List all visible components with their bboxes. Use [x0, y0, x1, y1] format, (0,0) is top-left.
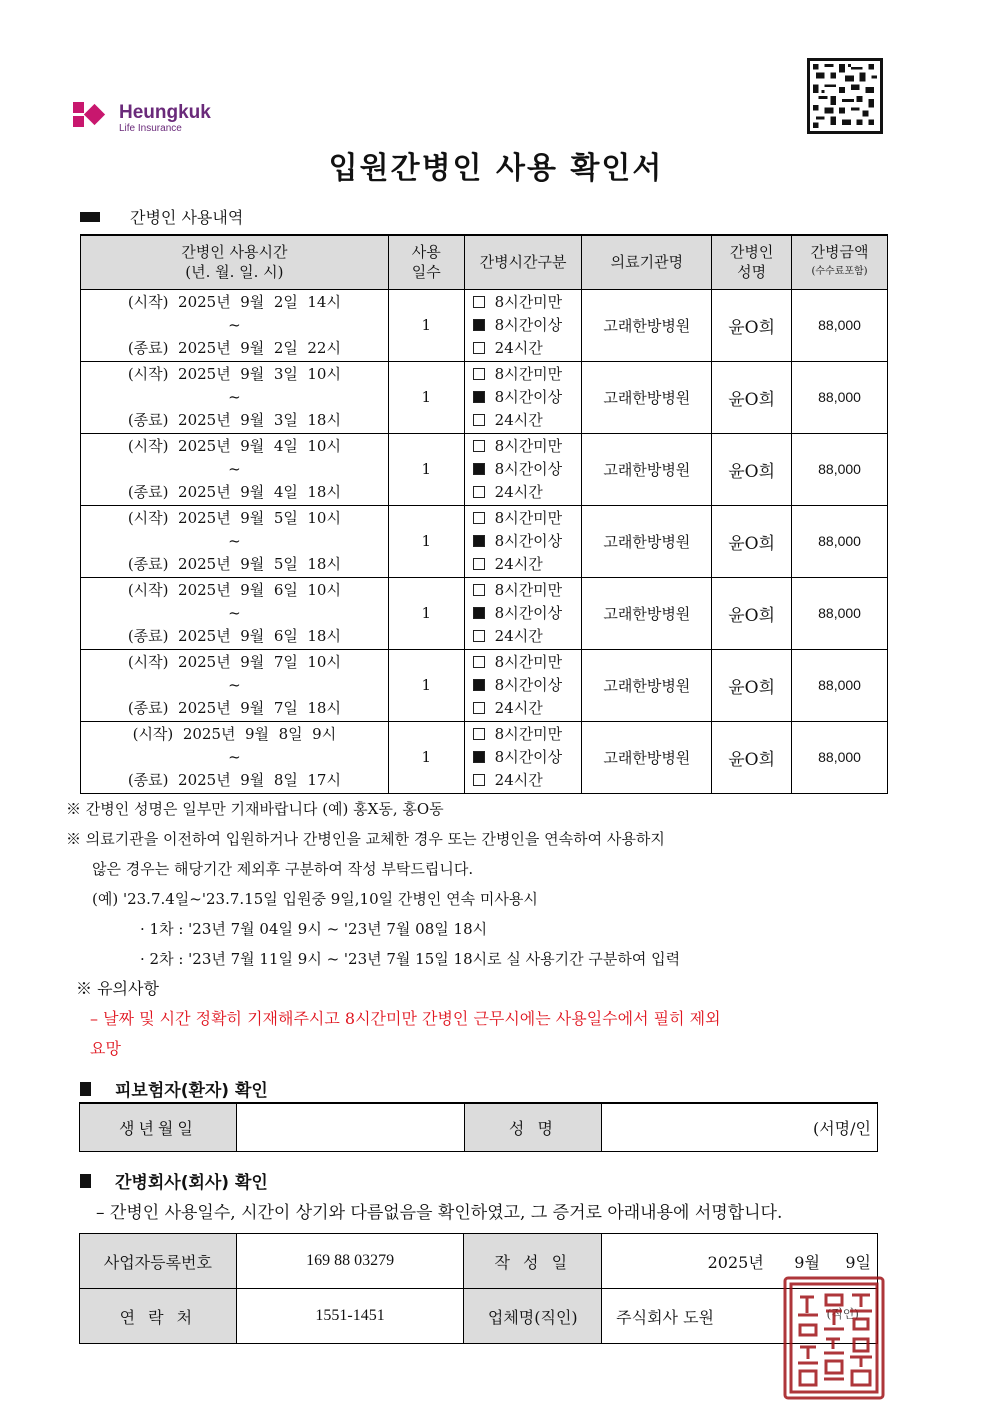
usage-time-cell[interactable]	[81, 577, 389, 649]
hospital-name[interactable]: 고래한방병원	[582, 361, 712, 433]
table-row	[81, 505, 888, 577]
time-type-option[interactable]	[473, 625, 582, 648]
caregiver-name[interactable]: 윤O희	[712, 289, 792, 361]
header-time	[81, 235, 389, 289]
caregiver-name[interactable]: 윤O희	[712, 721, 792, 793]
time-type-label: 8시간이상	[494, 603, 563, 622]
usage-days[interactable]: 1	[388, 361, 464, 433]
patient-table	[79, 1102, 878, 1152]
header-time-line1: 간병인 사용시간	[181, 243, 288, 262]
time-type-option[interactable]	[473, 435, 582, 458]
company-section-title: 간병회사(회사) 확인	[115, 1173, 268, 1193]
usage-days[interactable]: 1	[388, 721, 464, 793]
section-bullet-icon	[80, 212, 100, 222]
checked-box-icon[interactable]	[473, 463, 485, 475]
time-type-label: 8시간미만	[494, 580, 563, 599]
registration-value[interactable]: 169 88 03279	[236, 1234, 464, 1289]
checkbox-icon[interactable]	[473, 728, 485, 740]
header-hospital: 의료기관명	[582, 235, 712, 289]
company-seal-stamp	[782, 1275, 886, 1401]
patient-name-label: 성 명	[464, 1103, 602, 1151]
usage-time-cell[interactable]	[81, 361, 389, 433]
time-type-cell	[464, 649, 582, 721]
time-type-option[interactable]	[473, 458, 582, 481]
time-type-option[interactable]	[473, 746, 582, 769]
start-time: (시작) 2025년 9월 8일 9시	[132, 724, 337, 743]
time-type-label: 24시간	[494, 554, 543, 573]
registration-label: 사업자등록번호	[80, 1234, 237, 1289]
usage-table	[80, 234, 888, 794]
header-amount-note: (수수료포함)	[811, 266, 868, 278]
table-row	[81, 289, 888, 361]
time-type-label: 8시간이상	[494, 459, 563, 478]
table-row	[81, 433, 888, 505]
checked-box-icon[interactable]	[473, 535, 485, 547]
time-type-label: 24시간	[494, 698, 543, 717]
checked-box-icon[interactable]	[473, 391, 485, 403]
care-amount[interactable]: 88,000	[792, 505, 888, 577]
checkbox-icon[interactable]	[473, 512, 485, 524]
time-type-label: 24시간	[494, 482, 543, 501]
header-name-line2: 성명	[737, 263, 767, 282]
logo-subtitle: Life Insurance	[119, 122, 182, 134]
checkbox-icon[interactable]	[473, 630, 485, 642]
start-time: (시작) 2025년 9월 7일 10시	[127, 652, 341, 671]
time-type-option[interactable]	[473, 314, 582, 337]
note-name-format: ※ 간병인 성명은 일부만 기재바랍니다 (예) 홍X동, 홍O동	[66, 800, 444, 818]
usage-days[interactable]: 1	[388, 289, 464, 361]
time-type-cell	[464, 433, 582, 505]
header-amount-line1: 간병금액	[810, 243, 869, 262]
usage-time-cell[interactable]	[81, 289, 389, 361]
company-declaration: – 간병인 사용일수, 시간이 상기와 다름없음을 확인하였고, 그 증거로 아래내용에 서명합니다.	[96, 1203, 783, 1223]
time-type-option[interactable]	[473, 363, 582, 386]
header-time-line2: (년. 월. 일. 시)	[185, 263, 284, 282]
header-type: 간병시간구분	[464, 235, 582, 289]
warning-line-2: 요망	[90, 1039, 121, 1058]
end-time: (종료) 2025년 9월 7일 18시	[127, 698, 341, 717]
table-row	[81, 577, 888, 649]
time-type-label: 8시간이상	[494, 387, 563, 406]
hospital-name[interactable]: 고래한방병원	[582, 505, 712, 577]
end-time: (종료) 2025년 9월 6일 18시	[127, 626, 341, 645]
signature-hint: (서명/인	[812, 1118, 871, 1138]
hospital-name[interactable]: 고래한방병원	[582, 433, 712, 505]
birth-label: 생년월일	[80, 1103, 237, 1151]
caregiver-name[interactable]: 윤O희	[712, 361, 792, 433]
caregiver-name[interactable]: 윤O희	[712, 577, 792, 649]
logo-name: Heungkuk	[119, 101, 211, 123]
time-type-option[interactable]	[473, 697, 582, 720]
header-days-line2: 일수	[411, 263, 441, 282]
caregiver-name[interactable]: 윤O희	[712, 649, 792, 721]
table-row	[81, 361, 888, 433]
table-row	[81, 721, 888, 793]
caregiver-name[interactable]: 윤O희	[712, 433, 792, 505]
hospital-name[interactable]: 고래한방병원	[582, 289, 712, 361]
time-type-label: 24시간	[494, 770, 543, 789]
checkbox-icon[interactable]	[473, 584, 485, 596]
company-section-heading	[80, 1168, 268, 1193]
care-amount[interactable]: 88,000	[792, 433, 888, 505]
time-type-cell	[464, 577, 582, 649]
start-time: (시작) 2025년 9월 5일 10시	[127, 508, 341, 527]
checkbox-icon[interactable]	[473, 558, 485, 570]
warning-line-1: – 날짜 및 시간 정확히 기재해주시고 8시간미만 간병인 근무시에는 사용일수에서 필히 제외	[90, 1009, 721, 1028]
time-type-option[interactable]	[473, 386, 582, 409]
company-logo	[73, 102, 211, 134]
care-amount[interactable]: 88,000	[792, 361, 888, 433]
time-type-option[interactable]	[473, 602, 582, 625]
time-type-label: 8시간이상	[494, 747, 563, 766]
checkbox-icon[interactable]	[473, 296, 485, 308]
caregiver-name[interactable]: 윤O희	[712, 505, 792, 577]
page-title: 입원간병인 사용 확인서	[328, 151, 664, 186]
care-amount[interactable]: 88,000	[792, 721, 888, 793]
care-amount[interactable]: 88,000	[792, 289, 888, 361]
date-value[interactable]: 2025년 9월 9일	[602, 1234, 878, 1289]
section-bullet-icon	[80, 1174, 91, 1188]
range-tilde: ~	[228, 747, 241, 766]
patient-section-heading	[80, 1076, 268, 1101]
qr-code-icon	[806, 58, 884, 134]
time-type-option[interactable]	[473, 507, 582, 530]
time-type-label: 8시간미만	[494, 724, 563, 743]
usage-time-cell[interactable]	[81, 649, 389, 721]
section-bullet-icon	[80, 1082, 91, 1096]
note-transfer: ※ 의료기관을 이전하여 입원하거나 간병인을 교체한 경우 또는 간병인을 연속하여 사용하지	[66, 830, 665, 848]
time-type-cell	[464, 289, 582, 361]
table-header-row	[81, 235, 888, 289]
time-type-label: 8시간미만	[494, 436, 563, 455]
usage-time-cell[interactable]	[81, 721, 389, 793]
checkbox-icon[interactable]	[473, 342, 485, 354]
patient-section-title: 피보험자(환자) 확인	[115, 1081, 268, 1101]
end-time: (종료) 2025년 9월 3일 18시	[127, 410, 341, 429]
time-type-label: 24시간	[494, 410, 543, 429]
checkbox-icon[interactable]	[473, 440, 485, 452]
time-type-option[interactable]	[473, 723, 582, 746]
time-type-cell	[464, 721, 582, 793]
usage-days[interactable]: 1	[388, 649, 464, 721]
usage-days[interactable]: 1	[388, 577, 464, 649]
usage-section-title: 간병인 사용내역	[130, 208, 244, 227]
contact-label: 연 락 처	[80, 1289, 237, 1344]
time-type-option[interactable]	[473, 530, 582, 553]
time-type-option[interactable]	[473, 481, 582, 504]
time-type-label: 8시간미만	[494, 652, 563, 671]
start-time: (시작) 2025년 9월 4일 10시	[127, 436, 341, 455]
range-tilde: ~	[228, 603, 241, 622]
start-time: (시작) 2025년 9월 3일 10시	[127, 364, 341, 383]
time-type-cell	[464, 361, 582, 433]
checkbox-icon[interactable]	[473, 414, 485, 426]
care-amount[interactable]: 88,000	[792, 577, 888, 649]
caution-heading: ※ 유의사항	[76, 979, 159, 998]
usage-time-cell[interactable]	[81, 433, 389, 505]
range-tilde: ~	[228, 531, 241, 550]
time-type-label: 8시간미만	[494, 508, 563, 527]
header-days-line1: 사용	[411, 243, 441, 262]
time-type-option[interactable]	[473, 579, 582, 602]
checkbox-icon[interactable]	[473, 774, 485, 786]
range-tilde: ~	[228, 315, 241, 334]
time-type-cell	[464, 505, 582, 577]
checked-box-icon[interactable]	[473, 679, 485, 691]
patient-signature-field[interactable]	[602, 1103, 878, 1151]
company-name-label: 업체명(직인)	[464, 1289, 602, 1344]
checkbox-icon[interactable]	[473, 656, 485, 668]
time-type-option[interactable]	[473, 291, 582, 314]
birth-field[interactable]	[236, 1103, 464, 1151]
header-name-line1: 간병인	[729, 243, 774, 262]
usage-section-heading	[80, 205, 243, 228]
time-type-label: 24시간	[494, 338, 543, 357]
range-tilde: ~	[228, 387, 241, 406]
checked-box-icon[interactable]	[473, 607, 485, 619]
checked-box-icon[interactable]	[473, 319, 485, 331]
range-tilde: ~	[228, 459, 241, 478]
start-time: (시작) 2025년 9월 6일 10시	[127, 580, 341, 599]
note-example-1: · 1차 : '23년 7월 04일 9시 ~ '23년 7월 08일 18시	[140, 920, 488, 938]
time-type-option[interactable]	[473, 553, 582, 576]
end-time: (종료) 2025년 9월 8일 17시	[127, 770, 341, 789]
range-tilde: ~	[228, 675, 241, 694]
checkbox-icon[interactable]	[473, 702, 485, 714]
header-caregiver-name	[712, 235, 792, 289]
usage-days[interactable]: 1	[388, 433, 464, 505]
end-time: (종료) 2025년 9월 5일 18시	[127, 554, 341, 573]
hospital-name[interactable]: 고래한방병원	[582, 649, 712, 721]
checked-box-icon[interactable]	[473, 751, 485, 763]
care-amount[interactable]: 88,000	[792, 649, 888, 721]
hospital-name[interactable]: 고래한방병원	[582, 577, 712, 649]
date-label: 작 성 일	[464, 1234, 602, 1289]
time-type-label: 8시간이상	[494, 315, 563, 334]
header-amount	[792, 235, 888, 289]
note-example-2: · 2차 : '23년 7월 11일 9시 ~ '23년 7월 15일 18시로 실 사용기간 구분하여 입력	[140, 950, 681, 968]
logo-mark-icon	[73, 102, 117, 134]
company-table	[79, 1233, 878, 1344]
header-days	[388, 235, 464, 289]
time-type-label: 8시간이상	[494, 675, 563, 694]
usage-time-cell[interactable]	[81, 505, 389, 577]
seal-hint: (직인)	[826, 1306, 859, 1321]
note-transfer-cont: 않은 경우는 해당기간 제외후 구분하여 작성 부탁드립니다.	[92, 860, 474, 878]
checkbox-icon[interactable]	[473, 486, 485, 498]
start-time: (시작) 2025년 9월 2일 14시	[127, 292, 341, 311]
note-example: (예) '23.7.4일~'23.7.15일 입원중 9일,10일 간병인 연속 미사용시	[92, 890, 538, 908]
time-type-option[interactable]	[473, 769, 582, 792]
checkbox-icon[interactable]	[473, 368, 485, 380]
end-time: (종료) 2025년 9월 4일 18시	[127, 482, 341, 501]
time-type-label: 8시간미만	[494, 292, 563, 311]
company-name-value: 주식회사 도원	[616, 1307, 714, 1327]
table-row	[81, 649, 888, 721]
contact-value[interactable]: 1551-1451	[236, 1289, 464, 1344]
time-type-option[interactable]	[473, 651, 582, 674]
time-type-option[interactable]	[473, 409, 582, 432]
notes-block	[66, 794, 906, 1064]
usage-days[interactable]: 1	[388, 505, 464, 577]
time-type-option[interactable]	[473, 674, 582, 697]
time-type-label: 24시간	[494, 626, 543, 645]
time-type-label: 8시간미만	[494, 364, 563, 383]
time-type-label: 8시간이상	[494, 531, 563, 550]
hospital-name[interactable]: 고래한방병원	[582, 721, 712, 793]
time-type-option[interactable]	[473, 337, 582, 360]
end-time: (종료) 2025년 9월 2일 22시	[127, 338, 341, 357]
